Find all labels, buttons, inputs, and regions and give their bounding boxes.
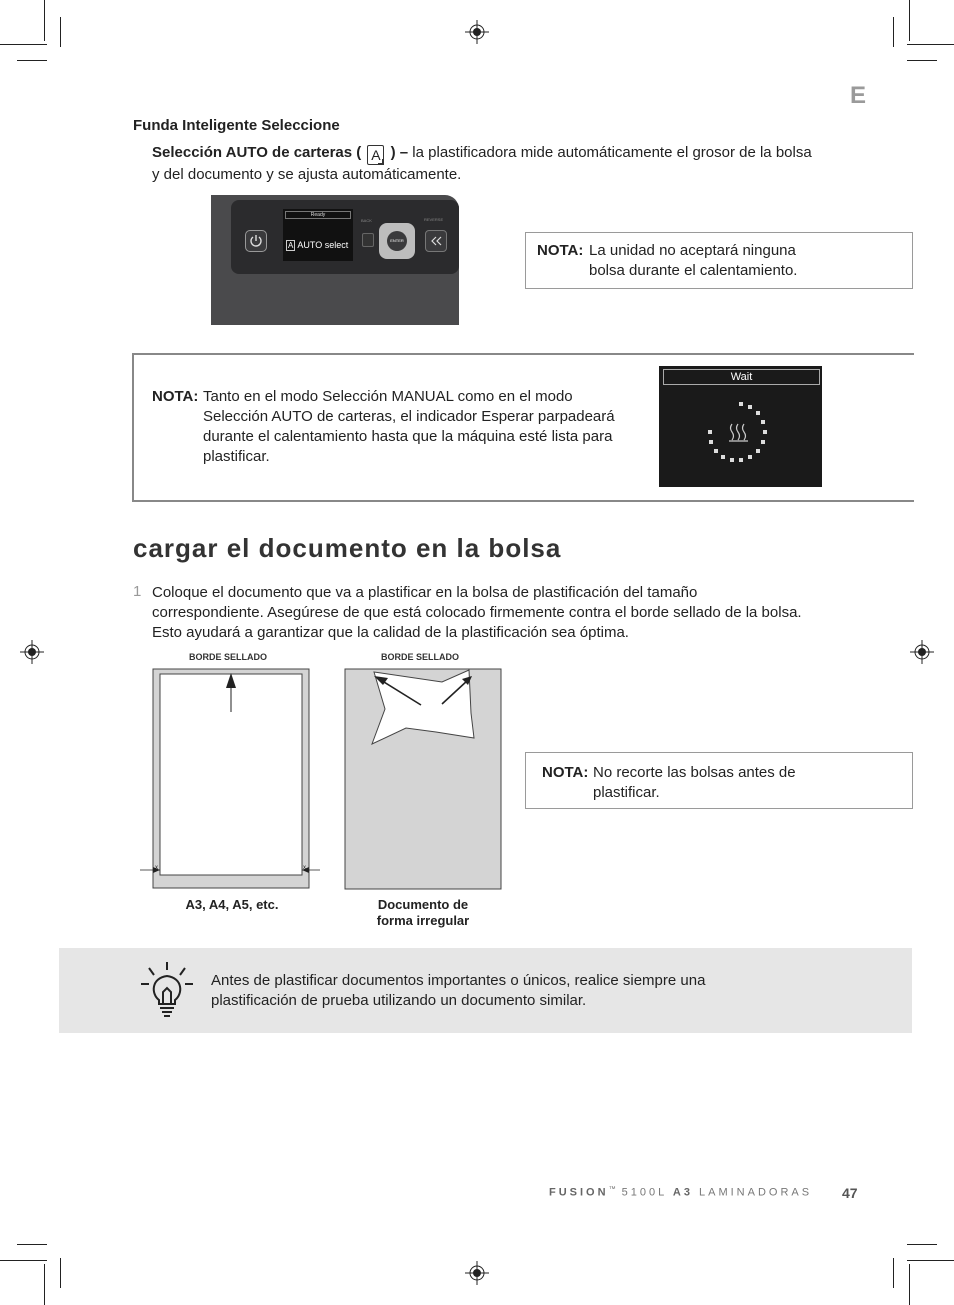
crop-mark bbox=[44, 0, 45, 41]
footer-product bbox=[549, 1186, 812, 1199]
control-panel-image bbox=[211, 195, 459, 325]
footer-model: 5100L bbox=[621, 1186, 667, 1199]
section-heading: cargar el documento en la bolsa bbox=[133, 533, 562, 563]
note-text: Tanto en el modo Selección MANUAL como en el modo Selección AUTO de carteras, el indicador Esperar parpadeará durante el calentamiento hasta que la máquina esté lista para plastificar. bbox=[203, 388, 615, 465]
reverse-label: REVERSE bbox=[424, 217, 444, 222]
panel-screen-status: Ready bbox=[285, 211, 351, 219]
auto-select-label-end: ) – bbox=[390, 144, 409, 161]
section-title: Funda Inteligente Seleccione bbox=[133, 117, 340, 134]
footer-tm: ™ bbox=[608, 1186, 616, 1193]
crop-mark bbox=[907, 1244, 937, 1245]
page-number: 47 bbox=[842, 1185, 858, 1201]
panel-screen-mode-icon: A bbox=[288, 241, 294, 250]
margin-mark: x bbox=[303, 865, 306, 871]
tip-text: Antes de plastificar documentos importantes o únicos, realice siempre una plastificación de prueba utilizando un documento similar. bbox=[211, 972, 706, 1009]
back-label: BACK bbox=[361, 218, 372, 223]
registration-mark-icon bbox=[20, 640, 44, 664]
note-text: No recorte las bolsas antes de plastificar. bbox=[593, 764, 796, 801]
crop-mark bbox=[893, 17, 894, 47]
back-button bbox=[362, 233, 374, 247]
wait-screen-image bbox=[659, 366, 822, 487]
irregular-document-diagram bbox=[344, 668, 504, 892]
step-text: Coloque el documento que va a plastificar en la bolsa de plastificación del tamaño correspondiente. Asegúrese de que está colocado firmemente contra el borde sellado de la bolsa. Esto ayudará a garantizar que la calidad de la plastificación sea óptima. bbox=[152, 584, 802, 641]
crop-mark bbox=[60, 17, 61, 47]
reverse-button bbox=[425, 230, 447, 252]
footer-size: A3 bbox=[672, 1186, 693, 1199]
crop-mark bbox=[893, 1258, 894, 1288]
wait-label: Wait bbox=[663, 369, 820, 385]
caption-line: forma irregular bbox=[376, 913, 470, 928]
auto-select-label: Selección AUTO de carteras ( bbox=[152, 144, 362, 161]
crop-mark bbox=[44, 1264, 45, 1305]
power-button bbox=[245, 230, 267, 252]
sealed-edge-label: BORDE SELLADO bbox=[189, 652, 268, 662]
panel-screen-mode: AUTO select bbox=[297, 240, 349, 250]
auto-select-icon: A bbox=[367, 145, 384, 165]
power-icon bbox=[246, 231, 266, 251]
crop-mark bbox=[909, 0, 910, 41]
standard-pouch-caption: A3, A4, A5, etc. bbox=[185, 897, 279, 912]
crop-mark bbox=[907, 44, 954, 45]
language-tab: E bbox=[850, 82, 867, 109]
panel-screen bbox=[283, 209, 353, 261]
crop-mark bbox=[0, 44, 47, 45]
enter-dpad bbox=[379, 223, 415, 259]
heating-spinner-icon bbox=[703, 400, 778, 470]
registration-mark-icon bbox=[910, 640, 934, 664]
note-no-trim bbox=[525, 752, 913, 809]
crop-mark bbox=[909, 1264, 910, 1305]
standard-pouch-diagram bbox=[140, 668, 320, 890]
lightbulb-icon bbox=[139, 960, 195, 1020]
caption-line: Documento de bbox=[377, 897, 469, 912]
crop-mark bbox=[0, 1260, 47, 1261]
step-number: 1 bbox=[133, 583, 142, 600]
crop-mark bbox=[907, 1260, 954, 1261]
note-warmup bbox=[525, 232, 913, 289]
tip-box bbox=[59, 948, 912, 1033]
auto-select-paragraph bbox=[152, 143, 822, 185]
crop-mark bbox=[17, 60, 47, 61]
crop-mark bbox=[17, 1244, 47, 1245]
reverse-icon bbox=[426, 231, 446, 251]
footer-brand: FUSION bbox=[549, 1186, 609, 1199]
registration-mark-icon bbox=[465, 20, 489, 44]
crop-mark bbox=[60, 1258, 61, 1288]
auto-select-text: la plastificadora mide automáticamente el grosor de la bolsa y del documento y se ajusta automáticamente. bbox=[152, 144, 812, 183]
crop-mark bbox=[907, 60, 937, 61]
registration-mark-icon bbox=[465, 1261, 489, 1285]
enter-button: ENTER bbox=[387, 231, 407, 251]
note-label: NOTA: bbox=[537, 242, 584, 259]
footer-product-name: LAMINADORAS bbox=[699, 1186, 813, 1199]
margin-mark: x bbox=[155, 865, 158, 871]
irregular-document-caption bbox=[350, 897, 496, 929]
note-label: NOTA: bbox=[542, 764, 589, 781]
panel-screen-mode-row bbox=[286, 240, 348, 250]
sealed-edge-label: BORDE SELLADO bbox=[381, 652, 460, 662]
note-text: La unidad no aceptará ninguna bolsa durante el calentamiento. bbox=[589, 242, 798, 279]
note-label: NOTA: bbox=[152, 388, 199, 405]
